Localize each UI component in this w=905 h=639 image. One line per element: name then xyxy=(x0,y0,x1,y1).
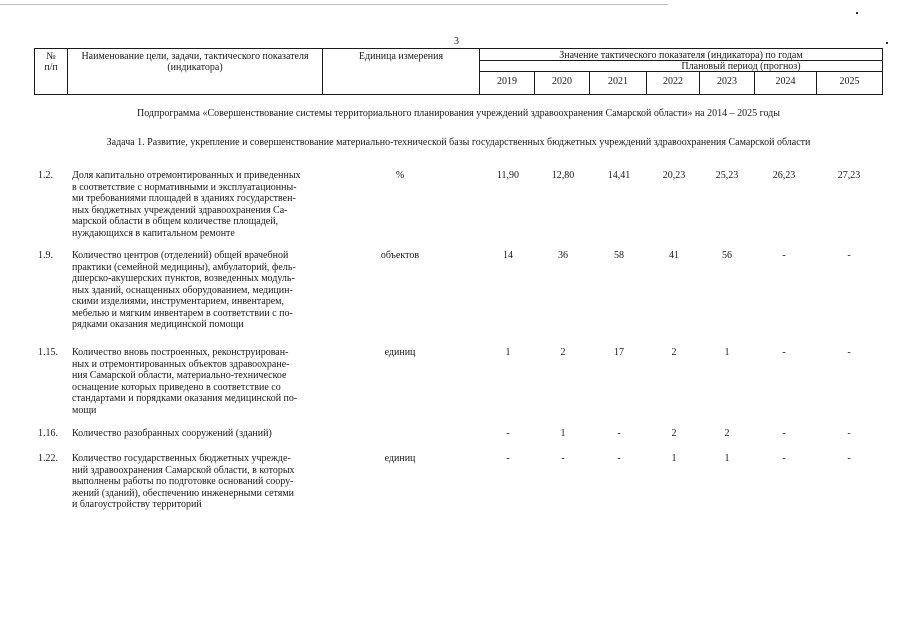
row-name: Количество государственных бюджетных учрежде- ний здравоохранения Самарской области, в которых выполнены работы по подготовке оснований соору- жений (зданий), обеспечению инженерными сетями и благоустройству территорий xyxy=(72,453,295,510)
subprogram-title: Подпрограмма «Совершенствование системы территориального планирования учреждений здравоохранения Самарской области» на 2014 – 2025 годы xyxy=(137,108,780,119)
row-number: 1.15. xyxy=(38,347,58,358)
row-value: - xyxy=(847,453,851,464)
row-unit: единиц xyxy=(384,453,416,464)
header-num: № п/п xyxy=(44,51,58,73)
row-value: - xyxy=(782,453,786,464)
header-year: 2019 xyxy=(497,76,517,87)
row-value: - xyxy=(506,453,510,464)
header-year: 2021 xyxy=(608,76,628,87)
row-value: 1 xyxy=(724,347,730,358)
row-value: 2 xyxy=(671,428,677,439)
header-planning-period: Плановый период (прогноз) xyxy=(681,61,801,72)
row-value: 20,23 xyxy=(662,170,686,181)
row-value: - xyxy=(847,428,851,439)
header-year: 2020 xyxy=(552,76,572,87)
row-value: 1 xyxy=(724,453,730,464)
row-name: Количество вновь построенных, реконструирован- ных и отремонтированных объектов здравоохране- ния Самарской области, материально-техническое оснащение которых приведено в соответствие со стандартами и порядками оказания медицинской по- мощи xyxy=(72,347,298,416)
row-value: - xyxy=(782,347,786,358)
row-unit: объектов xyxy=(380,250,420,261)
row-name: Количество разобранных сооружений (зданий) xyxy=(72,428,272,439)
row-number: 1.2. xyxy=(38,170,53,181)
row-name: Доля капитально отремонтированных и приведенных в соответствие с нормативными и эксплуатационны- ми требованиями площадей в зданиях государствен- ных бюджетных учреждений здравоохранения Са- марской области в общем количестве площадей, нуждающихся в капитальном ремонте xyxy=(72,170,301,239)
header-values-title: Значение тактического показателя (индикатора) по годам xyxy=(559,50,803,61)
row-value: 25,23 xyxy=(715,170,739,181)
task-title: Задача 1. Развитие, укрепление и совершенствование материально-технической базы государственных бюджетных учреждений здравоохранения Самарской области xyxy=(106,137,811,148)
row-value: - xyxy=(617,428,621,439)
top-edge-line xyxy=(0,4,668,5)
header-name: Наименование цели, задачи, тактического показателя (индикатора) xyxy=(81,51,309,73)
scan-speck xyxy=(856,12,858,14)
row-value: 27,23 xyxy=(837,170,861,181)
row-value: 1 xyxy=(671,453,677,464)
header-year: 2025 xyxy=(839,76,860,87)
header-year: 2022 xyxy=(663,76,683,87)
row-value: 56 xyxy=(722,250,732,261)
row-value: - xyxy=(847,250,851,261)
header-year: 2023 xyxy=(717,76,737,87)
row-number: 1.16. xyxy=(38,428,58,439)
row-value: 2 xyxy=(671,347,677,358)
row-unit: единиц xyxy=(384,347,416,358)
row-number: 1.22. xyxy=(38,453,58,464)
row-value: 58 xyxy=(614,250,624,261)
row-value: 36 xyxy=(558,250,568,261)
row-value: 1 xyxy=(560,428,566,439)
row-value: - xyxy=(561,453,565,464)
row-value: 2 xyxy=(560,347,566,358)
row-value: 12,80 xyxy=(551,170,575,181)
row-value: 26,23 xyxy=(772,170,796,181)
table-header xyxy=(34,48,883,95)
row-value: - xyxy=(782,428,786,439)
page-number: 3 xyxy=(454,36,459,47)
row-value: 1 xyxy=(505,347,511,358)
row-value: 11,90 xyxy=(496,170,520,181)
scan-speck xyxy=(886,42,888,44)
row-value: 14 xyxy=(503,250,513,261)
row-value: 2 xyxy=(724,428,730,439)
header-unit: Единица измерения xyxy=(358,51,444,62)
row-name: Количество центров (отделений) общей врачебной практики (семейной медицины), амбулаторий, фель- дшерско-акушерских пунктов, возведенных модуль- ных зданий, оснащенных оборудованием, медицин- скими изделиями, инструментарием, инвентарем, мебелью и мягким инвентарем в соответствии с по- рядками оказания медицинской помощи xyxy=(72,250,296,330)
row-value: - xyxy=(847,347,851,358)
row-value: - xyxy=(506,428,510,439)
row-value: 14,41 xyxy=(607,170,631,181)
row-value: 41 xyxy=(669,250,679,261)
row-value: - xyxy=(782,250,786,261)
row-value: 17 xyxy=(614,347,624,358)
row-number: 1.9. xyxy=(38,250,53,261)
header-year: 2024 xyxy=(775,76,796,87)
row-unit: % xyxy=(395,170,405,181)
row-value: - xyxy=(617,453,621,464)
